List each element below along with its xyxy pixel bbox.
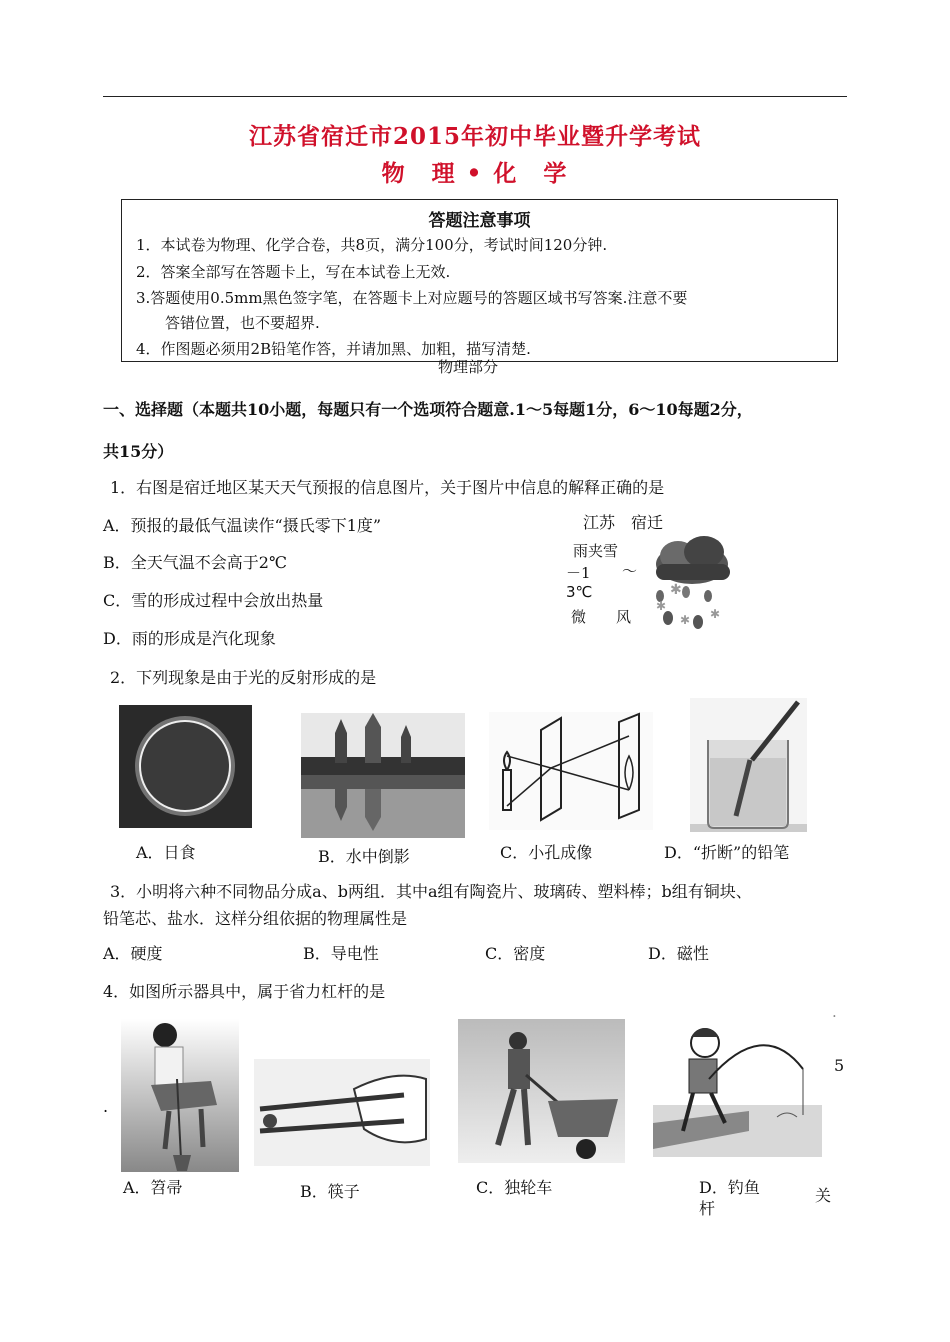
question-stem: 1．右图是宿迁地区某天天气预报的信息图片，关于图片中信息的解释正确的是 xyxy=(110,478,665,497)
notice-item: 1．本试卷为物理、化学合卷，共8页，满分100分，考试时间120分钟. xyxy=(136,236,608,254)
section-heading: 共15分） xyxy=(103,442,174,461)
notice-item: 答错位置，也不要超界. xyxy=(165,314,320,332)
option: B．导电性 xyxy=(303,944,379,963)
image-caption: C．独轮车 xyxy=(476,1178,553,1197)
notice-box xyxy=(121,199,838,362)
question-stem: 3．小明将六种不同物品分成a、b两组．其中a组有陶瓷片、玻璃砖、塑料棒；b组有铜块、 xyxy=(110,882,752,901)
option: D．磁性 xyxy=(648,944,709,963)
svg-text:✱: ✱ xyxy=(710,607,721,621)
weather-wind: 微 风 xyxy=(571,608,632,626)
option: A．预报的最低气温读作“摄氏零下1度” xyxy=(103,516,382,535)
wheelbarrow-image xyxy=(458,1019,625,1163)
svg-text:✱: ✱ xyxy=(670,582,682,598)
image-caption: B．筷子 xyxy=(300,1182,360,1201)
exam-title: 江苏省宿迁市2015年初中毕业暨升学考试 xyxy=(248,123,701,150)
notice-item: 3.答题使用0.5mm黑色签字笔，在答题卡上对应题号的答题区域书写答案.注意不要 xyxy=(136,289,688,307)
notice-item: 2．答案全部写在答题卡上，写在本试卷上无效. xyxy=(136,263,451,281)
top-rule xyxy=(103,96,847,97)
option: B．全天气温不会高于2℃ xyxy=(103,553,287,572)
option: C．雪的形成过程中会放出热量 xyxy=(103,591,324,610)
exam-subtitle: 物 理 • 化 学 xyxy=(381,160,569,187)
image-caption: A．笤帚 xyxy=(123,1178,183,1197)
image-caption: D．钓鱼 xyxy=(699,1178,760,1197)
stray-mark: 5 xyxy=(834,1056,845,1075)
section-heading: 一、选择题（本题共10小题，每题只有一个选项符合题意.1～5每题1分，6～10每题2分， xyxy=(103,400,753,419)
option: A．硬度 xyxy=(103,944,163,963)
water-reflection-image xyxy=(301,713,465,838)
pinhole-camera-image xyxy=(489,712,653,830)
notice-title: 答题注意事项 xyxy=(428,211,531,231)
image-caption: 杆 xyxy=(699,1199,716,1218)
question-stem: 铅笔芯、盐水．这样分组依据的物理属性是 xyxy=(103,909,408,928)
image-caption: B．水中倒影 xyxy=(318,847,410,866)
solar-eclipse-image xyxy=(119,705,252,828)
chopsticks-image xyxy=(254,1059,430,1166)
weather-location: 江苏 宿迁 xyxy=(583,513,664,532)
stray-mark: . xyxy=(832,1003,837,1021)
rain-snow-cloud-icon xyxy=(648,534,734,630)
weather-condition: 雨夹雪 xyxy=(573,542,619,560)
image-caption: D．“折断”的铅笔 xyxy=(664,843,790,862)
option: D．雨的形成是汽化现象 xyxy=(103,629,276,648)
fishing-rod-image xyxy=(653,1019,822,1157)
section-label: 物理部分 xyxy=(438,358,499,376)
notice-item: 4．作图题必须用2B铅笔作答，并请加黑、加粗，描写清楚. xyxy=(136,340,531,358)
weather-temp-high: 3℃ xyxy=(566,583,593,601)
svg-text:✱: ✱ xyxy=(680,613,691,627)
stray-mark: . xyxy=(103,1097,109,1116)
question-stem: 2．下列现象是由于光的反射形成的是 xyxy=(110,668,377,687)
weather-tilde: ～ xyxy=(622,562,638,580)
weather-temp-low: －1 xyxy=(566,564,591,582)
stray-mark: 关 xyxy=(815,1186,832,1205)
option: C．密度 xyxy=(485,944,546,963)
broom-girl-image xyxy=(121,1019,239,1172)
bent-pencil-image xyxy=(690,698,807,832)
image-caption: A．日食 xyxy=(136,843,196,862)
image-caption: C．小孔成像 xyxy=(500,843,593,862)
question-stem: 4．如图所示器具中，属于省力杠杆的是 xyxy=(103,982,386,1001)
svg-text:✱: ✱ xyxy=(656,599,667,613)
